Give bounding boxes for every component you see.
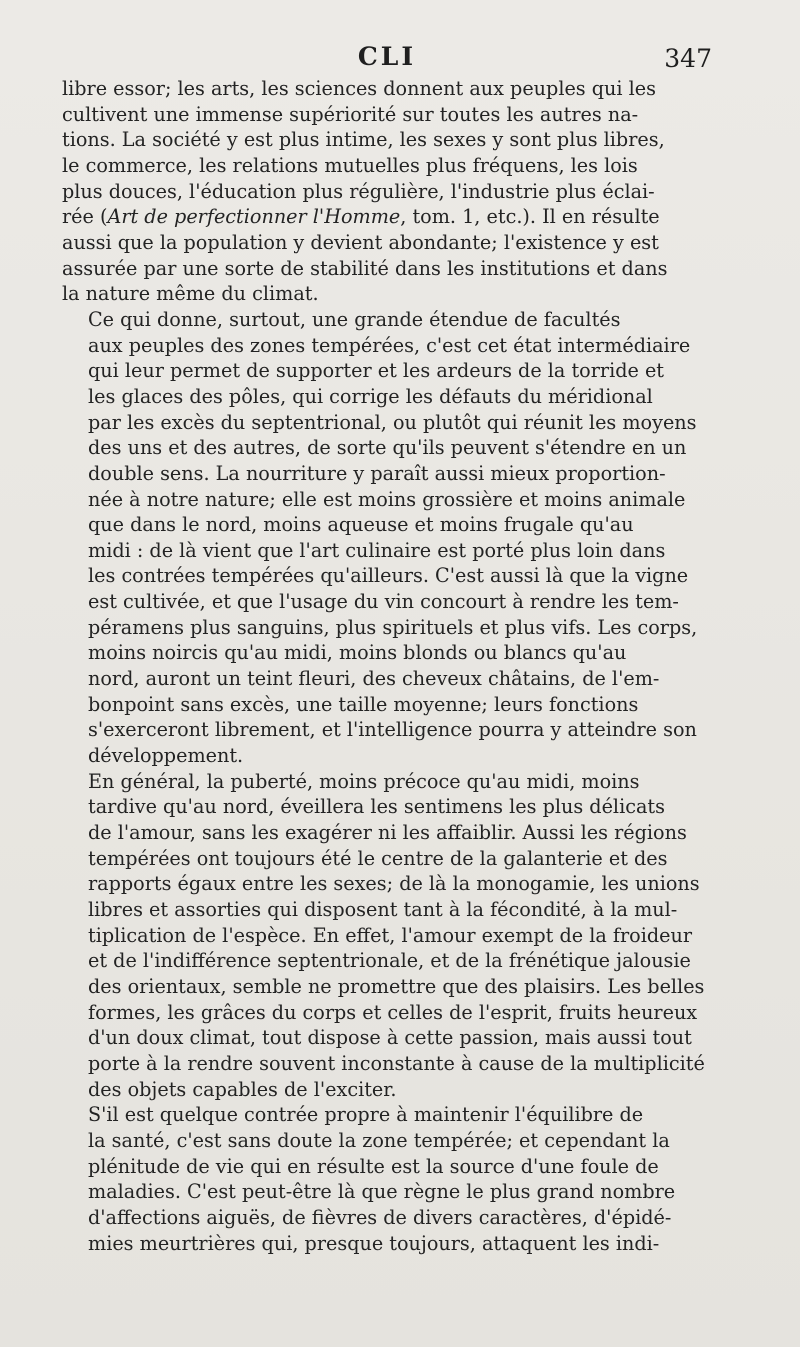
paragraph-4 (62, 1102, 712, 1256)
text-line: S'il est quelque contrée propre à maintenir l'équilibre de (88, 1103, 644, 1127)
text-line: cultivent une immense supériorité sur toutes les autres na- (62, 102, 639, 126)
text-line: aussi que la population y devient abondante; l'existence y est (62, 230, 659, 254)
text-line: s'exerceront librement, et l'intelligence pourra y atteindre son (88, 718, 697, 742)
text-line: d'affections aiguës, de fièvres de divers caractères, d'épidé- (88, 1205, 672, 1229)
text-line: le commerce, les relations mutuelles plus fréquens, les lois (62, 153, 638, 177)
text-line: formes, les grâces du corps et celles de l'esprit, fruits heureux (88, 1000, 698, 1024)
book-title: Art de perfectionner l'Homme (107, 205, 401, 229)
text-line: midi : de là vient que l'art culinaire est porté plus loin dans (88, 538, 666, 562)
text-line: et de l'indifférence septentrionale, et de la frénétique jalousie (88, 949, 691, 973)
text-line: de l'amour, sans les exagérer ni les affaiblir. Aussi les régions (88, 821, 687, 845)
text-line: libres et assorties qui disposent tant à la fécondité, à la mul- (88, 898, 678, 921)
text-line: double sens. La nourriture y paraît aussi mieux proportion- (88, 461, 666, 485)
text-line: moins noircis qu'au midi, moins blonds ou blancs qu'au (88, 641, 627, 665)
text-line: la nature même du climat. (62, 282, 319, 306)
paragraph-2 (62, 307, 712, 769)
text-line: d'un doux climat, tout dispose à cette passion, mais aussi tout (88, 1026, 692, 1050)
text-line: des uns et des autres, de sorte qu'ils peuvent s'étendre en un (88, 436, 687, 460)
text-line: assurée par une sorte de stabilité dans les institutions et dans (62, 256, 668, 280)
paragraph-3 (62, 769, 712, 1103)
text-line (62, 204, 712, 230)
text-line: bonpoint sans excès, une taille moyenne; leurs fonctions (88, 692, 639, 716)
text-line: Ce qui donne, surtout, une grande étendue de facultés (88, 307, 621, 331)
text-line: plénitude de vie qui en résulte est la source d'une foule de (88, 1154, 659, 1178)
text-line: des objets capables de l'exciter. (88, 1077, 397, 1101)
text-line: que dans le nord, moins aqueuse et moins frugale qu'au (88, 513, 634, 537)
text-line: péramens plus sanguins, plus spirituels et plus vifs. Les corps, (88, 615, 698, 639)
text-line: maladies. C'est peut-être là que règne le plus grand nombre (88, 1180, 676, 1204)
text-line: les glaces des pôles, qui corrige les défauts du méridional (88, 384, 653, 408)
text-line: aux peuples des zones tempérées, c'est cet état intermédiaire (88, 333, 691, 357)
text-line: libre essor; les arts, les sciences donnent aux peuples qui les (62, 77, 656, 100)
text-line: développement. (88, 744, 244, 768)
page-number: 347 (664, 44, 712, 73)
text-line: tempérées ont toujours été le centre de la galanterie et des (88, 846, 668, 870)
text-line: porte à la rendre souvent inconstante à cause de la multiplicité (88, 1051, 705, 1075)
text-line: plus douces, l'éducation plus régulière, l'industrie plus éclai- (62, 179, 655, 203)
text-fragment: , tom. 1, etc.). Il en résulte (400, 205, 660, 229)
paragraph-1 (62, 76, 712, 307)
text-line: la santé, c'est sans doute la zone tempérée; et cependant la (88, 1128, 670, 1152)
text-line: tardive qu'au nord, éveillera les sentimens les plus délicats (88, 795, 665, 819)
text-line: qui leur permet de supporter et les ardeurs de la torride et (88, 359, 665, 383)
text-line: nord, auront un teint fleuri, des cheveux châtains, de l'em- (88, 667, 660, 691)
text-line: tiplication de l'espèce. En effet, l'amour exempt de la froideur (88, 923, 693, 947)
text-line: est cultivée, et que l'usage du vin concourt à rendre les tem- (88, 590, 679, 614)
text-line: née à notre nature; elle est moins grossière et moins animale (88, 487, 686, 511)
running-head: CLI (357, 42, 417, 71)
text-line: tions. La société y est plus intime, les sexes y sont plus libres, (62, 128, 665, 152)
text-fragment: rée ( (62, 205, 108, 229)
text-line: par les excès du septentrional, ou plutôt qui réunit les moyens (88, 410, 697, 434)
text-line: En général, la puberté, moins précoce qu'au midi, moins (88, 769, 640, 793)
body-text (62, 76, 712, 1256)
text-line: des orientaux, semble ne promettre que des plaisirs. Les belles (88, 974, 705, 998)
text-line: mies meurtrières qui, presque toujours, attaquent les indi- (88, 1231, 660, 1255)
text-line: les contrées tempérées qu'ailleurs. C'est aussi là que la vigne (88, 564, 689, 588)
text-line: rapports égaux entre les sexes; de là la monogamie, les unions (88, 872, 700, 896)
